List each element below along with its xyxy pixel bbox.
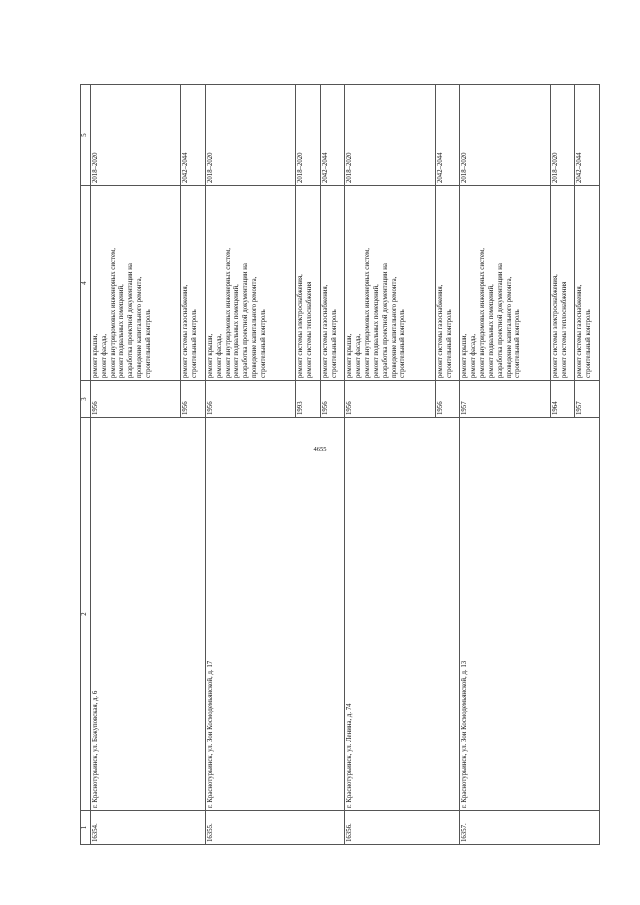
work-item: ремонт системы газоснабжения, bbox=[182, 284, 190, 378]
work-item: ремонт подвальных помещений, bbox=[372, 284, 380, 378]
work-item: строительный контроль bbox=[144, 309, 152, 378]
year-cell: 1993 bbox=[296, 381, 321, 418]
work-item: разработка проектной документации на bbox=[242, 263, 250, 378]
work-item: ремонт системы газоснабжения, bbox=[321, 284, 329, 378]
address-cell: г. Краснотурьинск, ул. Зои Космодемьянской, д. 13 bbox=[460, 418, 600, 811]
work-item: ремонт системы электроснабжения, bbox=[297, 274, 305, 378]
row-number: 16355. bbox=[205, 811, 345, 845]
table-row bbox=[205, 85, 295, 845]
work-item: ремонт фасада, bbox=[215, 333, 223, 378]
works-cell bbox=[435, 186, 460, 381]
page-number: 4655 bbox=[313, 446, 327, 453]
work-item: ремонт системы теплоснабжения bbox=[306, 281, 314, 378]
header-row bbox=[81, 85, 91, 845]
work-item: ремонт крыши, bbox=[206, 333, 214, 378]
work-item: разработка проектной документации на bbox=[381, 263, 389, 378]
work-item: строительный контроль bbox=[514, 309, 522, 378]
period-cell: 2018–2020 bbox=[550, 85, 575, 186]
year-cell: 1957 bbox=[575, 381, 600, 418]
column-header: 5 bbox=[81, 85, 91, 186]
works-cell bbox=[91, 186, 181, 381]
year-cell: 1956 bbox=[345, 381, 435, 418]
work-item: строительный контроль bbox=[330, 309, 338, 378]
work-item: ремонт внутридомовых инженерных систем, bbox=[109, 248, 117, 378]
work-item: ремонт крыши, bbox=[92, 333, 99, 378]
address-cell: г. Краснотурьинск, ул. Ленина, д. 74 bbox=[345, 418, 460, 811]
year-cell: 1964 bbox=[550, 381, 575, 418]
work-item: ремонт внутридомовых инженерных систем, bbox=[224, 248, 232, 378]
row-number: 16354. bbox=[91, 811, 206, 845]
table-row bbox=[345, 85, 435, 845]
works-cell bbox=[575, 186, 600, 381]
address-cell: г. Краснотурьинск, ул. Зои Космодемьянской, д. 17 bbox=[205, 418, 345, 811]
year-cell: 1957 bbox=[460, 381, 550, 418]
year-cell: 1956 bbox=[91, 381, 181, 418]
column-header: 3 bbox=[81, 381, 91, 418]
work-item: разработка проектной документации на bbox=[127, 263, 135, 378]
period-cell: 2018–2020 bbox=[205, 85, 295, 186]
table-body bbox=[91, 85, 600, 845]
work-item: ремонт фасада, bbox=[100, 333, 108, 378]
work-item: ремонт внутридомовых инженерных систем, bbox=[364, 248, 372, 378]
period-cell: 2042–2044 bbox=[320, 85, 345, 186]
period-cell: 2042–2044 bbox=[575, 85, 600, 186]
period-cell: 2018–2020 bbox=[345, 85, 435, 186]
work-item: ремонт фасада, bbox=[355, 333, 363, 378]
row-number: 16356. bbox=[345, 811, 460, 845]
year-cell: 1956 bbox=[320, 381, 345, 418]
work-item: проведение капитального ремонта, bbox=[390, 276, 398, 378]
work-item: строительный контроль bbox=[191, 309, 199, 378]
year-cell: 1956 bbox=[205, 381, 295, 418]
works-cell bbox=[550, 186, 575, 381]
period-cell: 2018–2020 bbox=[91, 85, 181, 186]
work-item: ремонт подвальных помещений, bbox=[487, 284, 495, 378]
work-item: строительный контроль bbox=[445, 309, 453, 378]
column-header: 2 bbox=[81, 418, 91, 811]
work-item: ремонт системы газоснабжения, bbox=[436, 284, 444, 378]
work-item: разработка проектной документации на bbox=[496, 263, 504, 378]
work-item: строительный контроль bbox=[259, 309, 267, 378]
works-cell bbox=[345, 186, 435, 381]
work-item: проведение капитального ремонта, bbox=[251, 276, 259, 378]
column-header: 4 bbox=[81, 186, 91, 381]
table-row bbox=[460, 85, 550, 845]
column-header: 1 bbox=[81, 811, 91, 845]
work-item: проведение капитального ремонта, bbox=[505, 276, 513, 378]
work-item: ремонт системы электроснабжения, bbox=[551, 274, 559, 378]
work-item: ремонт крыши, bbox=[346, 333, 354, 378]
year-cell: 1956 bbox=[435, 381, 460, 418]
work-item: ремонт подвальных помещений, bbox=[233, 284, 241, 378]
works-cell bbox=[181, 186, 206, 381]
works-cell bbox=[320, 186, 345, 381]
works-cell bbox=[460, 186, 550, 381]
repair-schedule-table bbox=[80, 84, 600, 845]
row-number: 16357. bbox=[460, 811, 600, 845]
document-table-rotated bbox=[80, 85, 600, 845]
work-item: строительный контроль bbox=[399, 309, 407, 378]
period-cell: 2018–2020 bbox=[460, 85, 550, 186]
works-cell bbox=[205, 186, 295, 381]
table-row bbox=[91, 85, 181, 845]
work-item: ремонт подвальных помещений, bbox=[118, 284, 126, 378]
work-item: проведение капитального ремонта, bbox=[136, 276, 144, 378]
period-cell: 2042–2044 bbox=[181, 85, 206, 186]
work-item: ремонт системы газоснабжения, bbox=[576, 284, 584, 378]
works-cell bbox=[296, 186, 321, 381]
year-cell: 1956 bbox=[181, 381, 206, 418]
period-cell: 2018–2020 bbox=[296, 85, 321, 186]
work-item: ремонт крыши, bbox=[461, 333, 469, 378]
period-cell: 2042–2044 bbox=[435, 85, 460, 186]
work-item: строительный контроль bbox=[585, 309, 593, 378]
address-cell: г. Краснотурьинск, ул. Бажуповская, д. 6 bbox=[91, 418, 206, 811]
work-item: ремонт системы теплоснабжения bbox=[560, 281, 568, 378]
work-item: ремонт внутридомовых инженерных систем, bbox=[479, 248, 487, 378]
work-item: ремонт фасада, bbox=[470, 333, 478, 378]
